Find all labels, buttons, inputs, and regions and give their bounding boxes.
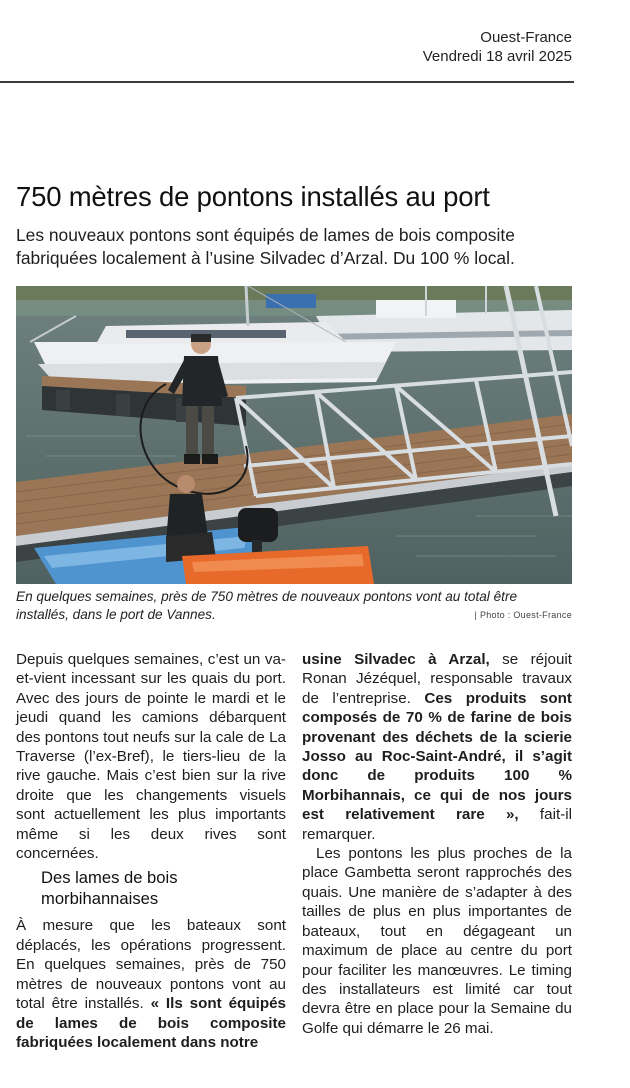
article-column-left: [16, 650, 286, 1052]
masthead-rule: [0, 81, 574, 83]
article-photo: [16, 286, 572, 584]
publication-name: Ouest-France: [480, 29, 572, 46]
standfirst: Les nouveaux pontons sont équipés de lames de bois composite fabriquées localement à l’usine Silvadec d’Arzal. Du 100 % local.: [16, 225, 515, 268]
article-paragraph-2: À mesure que les bateaux sont déplacés, les opérations progressent. En quelques semaines, près de 750 mètres de nouveaux pontons vont au total être installés. « Ils sont équipés de lames de bois composite fabriquées localement dans notre: [16, 917, 286, 1051]
headline: 750 mètres de pontons installés au port: [16, 181, 490, 212]
article-column-right: [302, 650, 572, 1038]
quote-bold-1-continued: usine Silvadec à Arzal,: [302, 651, 490, 668]
article-paragraph-3: Les pontons les plus proches de la place Gambetta seront rapprochés des quais. Une manière de s’adapter à des tailles de plus en plus importantes de bateaux, tout en dégageant un maximum de place au centre du port pour faciliter les manœuvres. Le timing des installateurs est limité car tout devra être en place pour la Semaine du Golfe qui démarre le 26 mai.: [302, 845, 572, 1037]
caption-text: En quelques semaines, près de 750 mètres de nouveaux pontons vont au total être installés, dans le port de Vannes.: [16, 589, 518, 622]
masthead: [423, 28, 572, 66]
photo-credit: | Photo : Ouest-France: [474, 610, 572, 620]
article-paragraph-2-continued: usine Silvadec à Arzal, se réjouit Ronan Jézéquel, responsable travaux de l’entreprise. Ces produits sont composés de 70 % de farine de bois provenant des déchets de la scierie Josso au Roc-Saint-André, il s’agit donc de produits 100 % Morbihannais, ce qui de nos jours est relativement rare », fait-il remarquer.: [302, 651, 573, 843]
publication-date: Vendredi 18 avril 2025: [422, 48, 572, 65]
article-subhead: Des lames de bois morbihannaises: [41, 868, 178, 908]
quote-bold-2: Ces produits sont composés de 70 % de farine de bois provenant des déchets de la scierie Josso au Roc-Saint-André, il s’agit donc de produits 100 % Morbihannais, ce qui de nos jours est relativement rare »,: [302, 689, 572, 824]
quote-bold-1: « Ils sont équipés de lames de bois composite fabriquées localement dans notre: [16, 995, 286, 1051]
article-paragraph-1: Depuis quelques semaines, c’est un va-et-vient incessant sur les quais du port. Avec des jours de pointe le mardi et le jeudi quand les camions débarquent des pontons tout neufs sur la cale de La Traverse (l’ex-Bref), le tiers-lieu de la rive gauche. Mais c’est bien sur la rive droite que les changements visuels sont actuellement les plus importants même si les deux rives sont concernées.: [16, 651, 286, 863]
